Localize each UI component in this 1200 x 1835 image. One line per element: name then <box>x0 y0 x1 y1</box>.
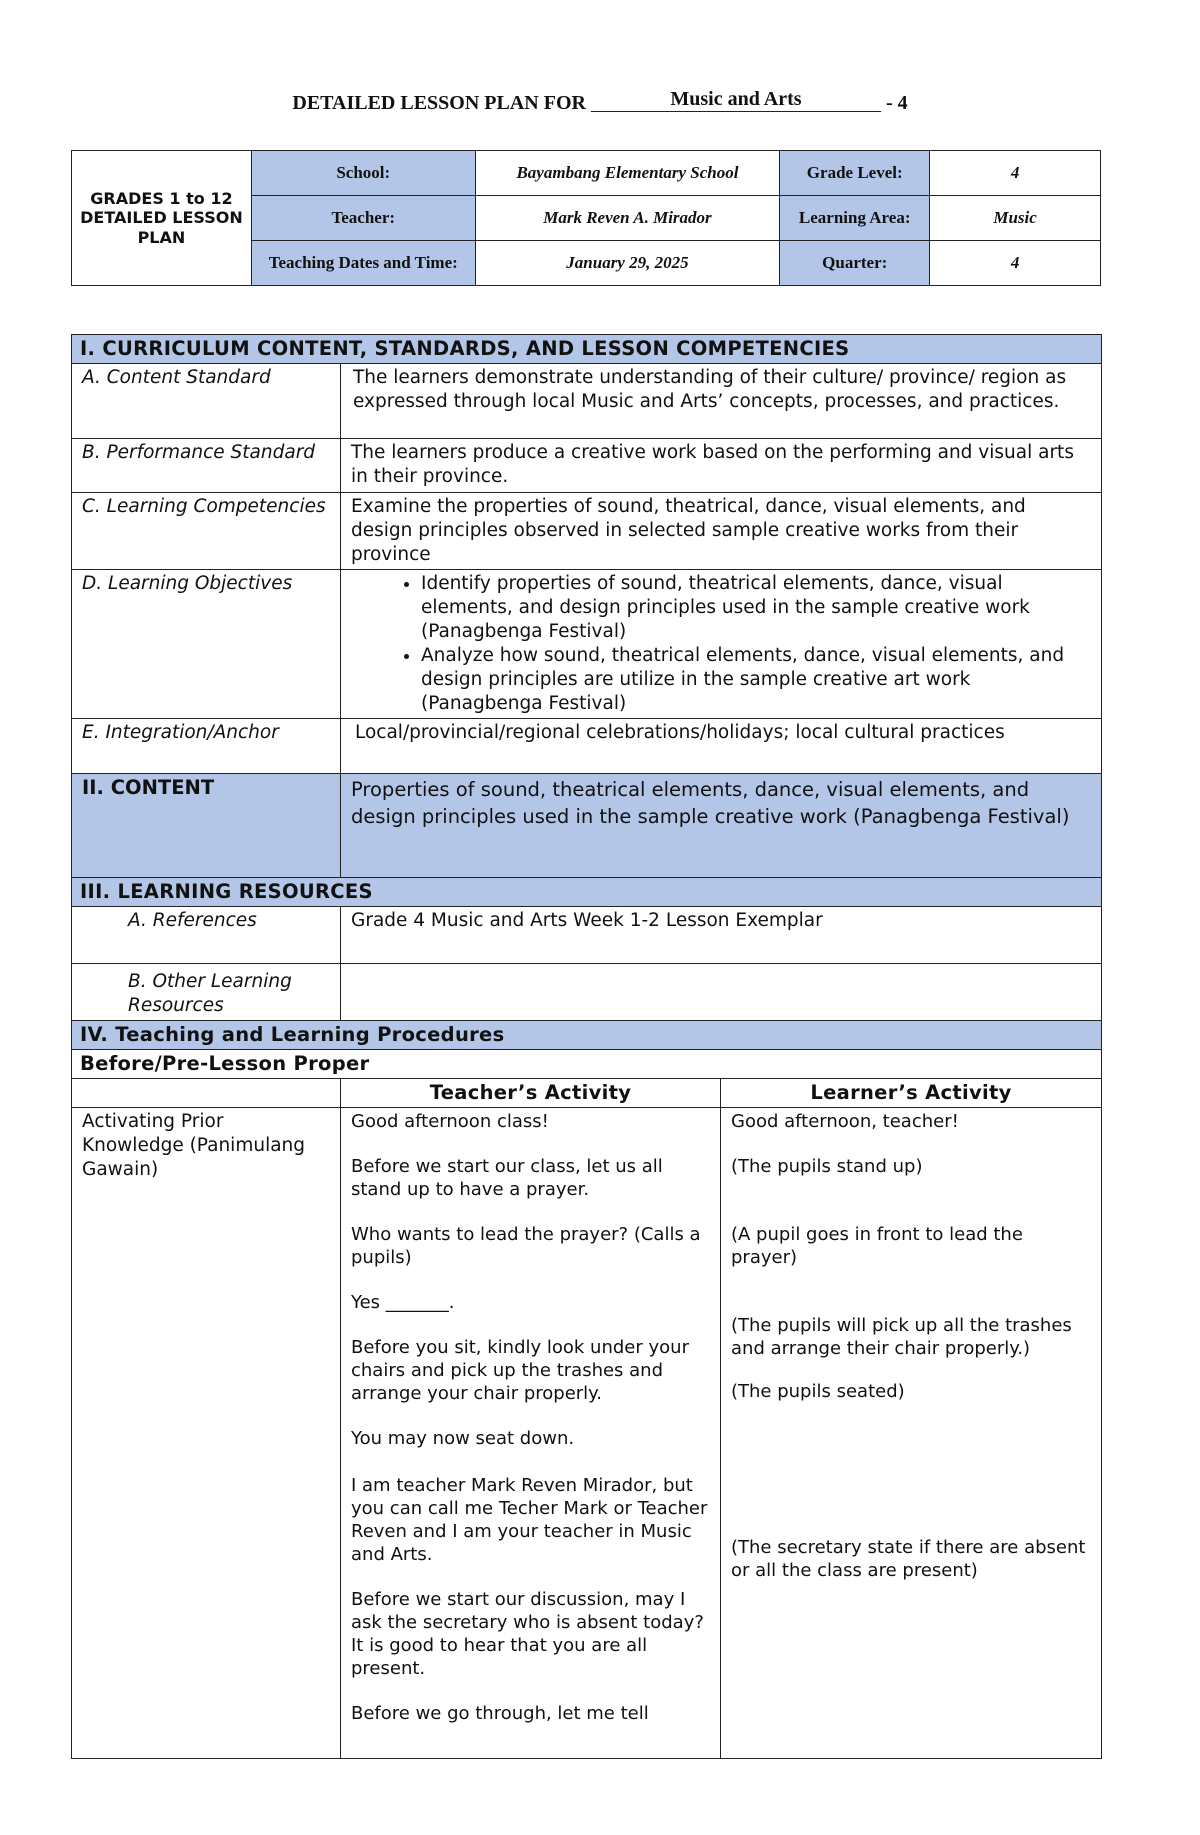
teacher-activity-cell <box>341 1108 721 1759</box>
teacher-line: Before we start our discussion, may I ask the secretary who is absent today? <box>351 1589 704 1633</box>
school-value: Bayambang Elementary School <box>475 151 780 196</box>
teacher-line: Before we go through, let me tell <box>351 1703 649 1724</box>
teacher-label: Teacher: <box>251 196 475 241</box>
performance-standard-label: B. Performance Standard <box>72 439 341 493</box>
quarter-label: Quarter: <box>780 241 930 286</box>
competencies-label: C. Learning Competencies <box>72 493 341 570</box>
objective-item: • Analyze how sound, theatrical elements, dance, visual elements, and design principles are utilize in the sample creative art work (Panagbenga Festival) <box>421 644 1091 716</box>
performance-standard-text: The learners produce a creative work based on the performing and visual arts in their province. <box>341 439 1102 493</box>
document-title <box>0 88 1200 116</box>
grade-level-label: Grade Level: <box>780 151 930 196</box>
integration-label: E. Integration/Anchor <box>72 719 341 774</box>
grades-label: GRADES 1 to 12 DETAILED LESSON PLAN <box>72 151 252 286</box>
other-resources-label: B. Other Learning Resources <box>72 964 341 1021</box>
learner-line: Good afternoon, teacher! <box>731 1111 959 1132</box>
section-4-heading: IV. Teaching and Learning Procedures <box>72 1021 1102 1050</box>
objectives-list <box>351 572 1091 716</box>
references-label: A. References <box>72 907 341 964</box>
learner-line: (The secretary state if there are absent or all the class are present) <box>731 1537 1086 1581</box>
teacher-line: Good afternoon class! <box>351 1111 549 1132</box>
teacher-line: Before you sit, kindly look under your chairs and pick up the trashes and arrange your chair properly. <box>351 1337 689 1404</box>
learner-line: (The pupils will pick up all the trashes and arrange their chair properly.) <box>731 1315 1072 1359</box>
learner-activity-cell <box>721 1108 1102 1759</box>
content-text: Properties of sound, theatrical elements, dance, visual elements, and design principles used in the sample creative work (Panagbenga Festival) <box>341 774 1102 878</box>
lesson-plan-table <box>71 334 1102 1759</box>
content-standard-label: A. Content Standard <box>72 364 341 439</box>
teacher-activity-header: Teacher’s Activity <box>341 1079 721 1108</box>
school-label: School: <box>251 151 475 196</box>
learner-line: (The pupils seated) <box>731 1381 905 1402</box>
learning-area-value: Music <box>930 196 1101 241</box>
objectives-label: D. Learning Objectives <box>72 570 341 719</box>
section-1-heading: I. CURRICULUM CONTENT, STANDARDS, AND LESSON COMPETENCIES <box>72 335 1102 364</box>
empty-header-cell <box>72 1079 341 1108</box>
section-2-heading: II. CONTENT <box>72 774 341 878</box>
objective-item: • Identify properties of sound, theatrical elements, dance, visual elements, and design principles used in the sample creative work (Panagbenga Festival) <box>421 572 1091 644</box>
objectives-cell <box>341 570 1102 719</box>
content-standard-text: The learners demonstrate understanding of their culture/ province/ region as expressed through local Music and Arts’ concepts, processes, and practices. <box>341 364 1102 439</box>
teacher-line: You may now seat down. <box>351 1428 575 1449</box>
dates-label: Teaching Dates and Time: <box>251 241 475 286</box>
learner-activity-header: Learner’s Activity <box>721 1079 1102 1108</box>
references-text: Grade 4 Music and Arts Week 1-2 Lesson Exemplar <box>341 907 1102 964</box>
learner-line: (The pupils stand up) <box>731 1156 923 1177</box>
pre-lesson-subheading: Before/Pre-Lesson Proper <box>72 1050 1102 1079</box>
phase-label: Activating Prior Knowledge (Panimulang Gawain) <box>72 1108 341 1759</box>
integration-text: Local/provincial/regional celebrations/holidays; local cultural practices <box>341 719 1102 774</box>
teacher-line: I am teacher Mark Reven Mirador, but you can call me Techer Mark or Teacher Reven and I am your teacher in Music and Arts. <box>351 1475 708 1565</box>
section-3-heading: III. LEARNING RESOURCES <box>72 878 1102 907</box>
teacher-line: It is good to hear that you are all present. <box>351 1635 648 1679</box>
dates-value: January 29, 2025 <box>475 241 780 286</box>
subject-fill: Music and Arts <box>591 88 881 112</box>
title-prefix: DETAILED LESSON PLAN FOR <box>292 92 586 114</box>
grade-level-value: 4 <box>930 151 1101 196</box>
teacher-value: Mark Reven A. Mirador <box>475 196 780 241</box>
teacher-line: Before we start our class, let us all stand up to have a prayer. <box>351 1156 663 1200</box>
learner-line: (A pupil goes in front to lead the prayer) <box>731 1224 1023 1268</box>
competencies-text: Examine the properties of sound, theatrical, dance, visual elements, and design principles observed in selected sample creative works from their province <box>341 493 1102 570</box>
teacher-line: Who wants to lead the prayer? (Calls a pupils) <box>351 1224 701 1268</box>
other-resources-text <box>341 964 1102 1021</box>
header-table <box>71 150 1101 286</box>
quarter-value: 4 <box>930 241 1101 286</box>
title-suffix: - 4 <box>885 92 908 114</box>
learning-area-label: Learning Area: <box>780 196 930 241</box>
teacher-line: Yes _______. <box>351 1292 455 1313</box>
